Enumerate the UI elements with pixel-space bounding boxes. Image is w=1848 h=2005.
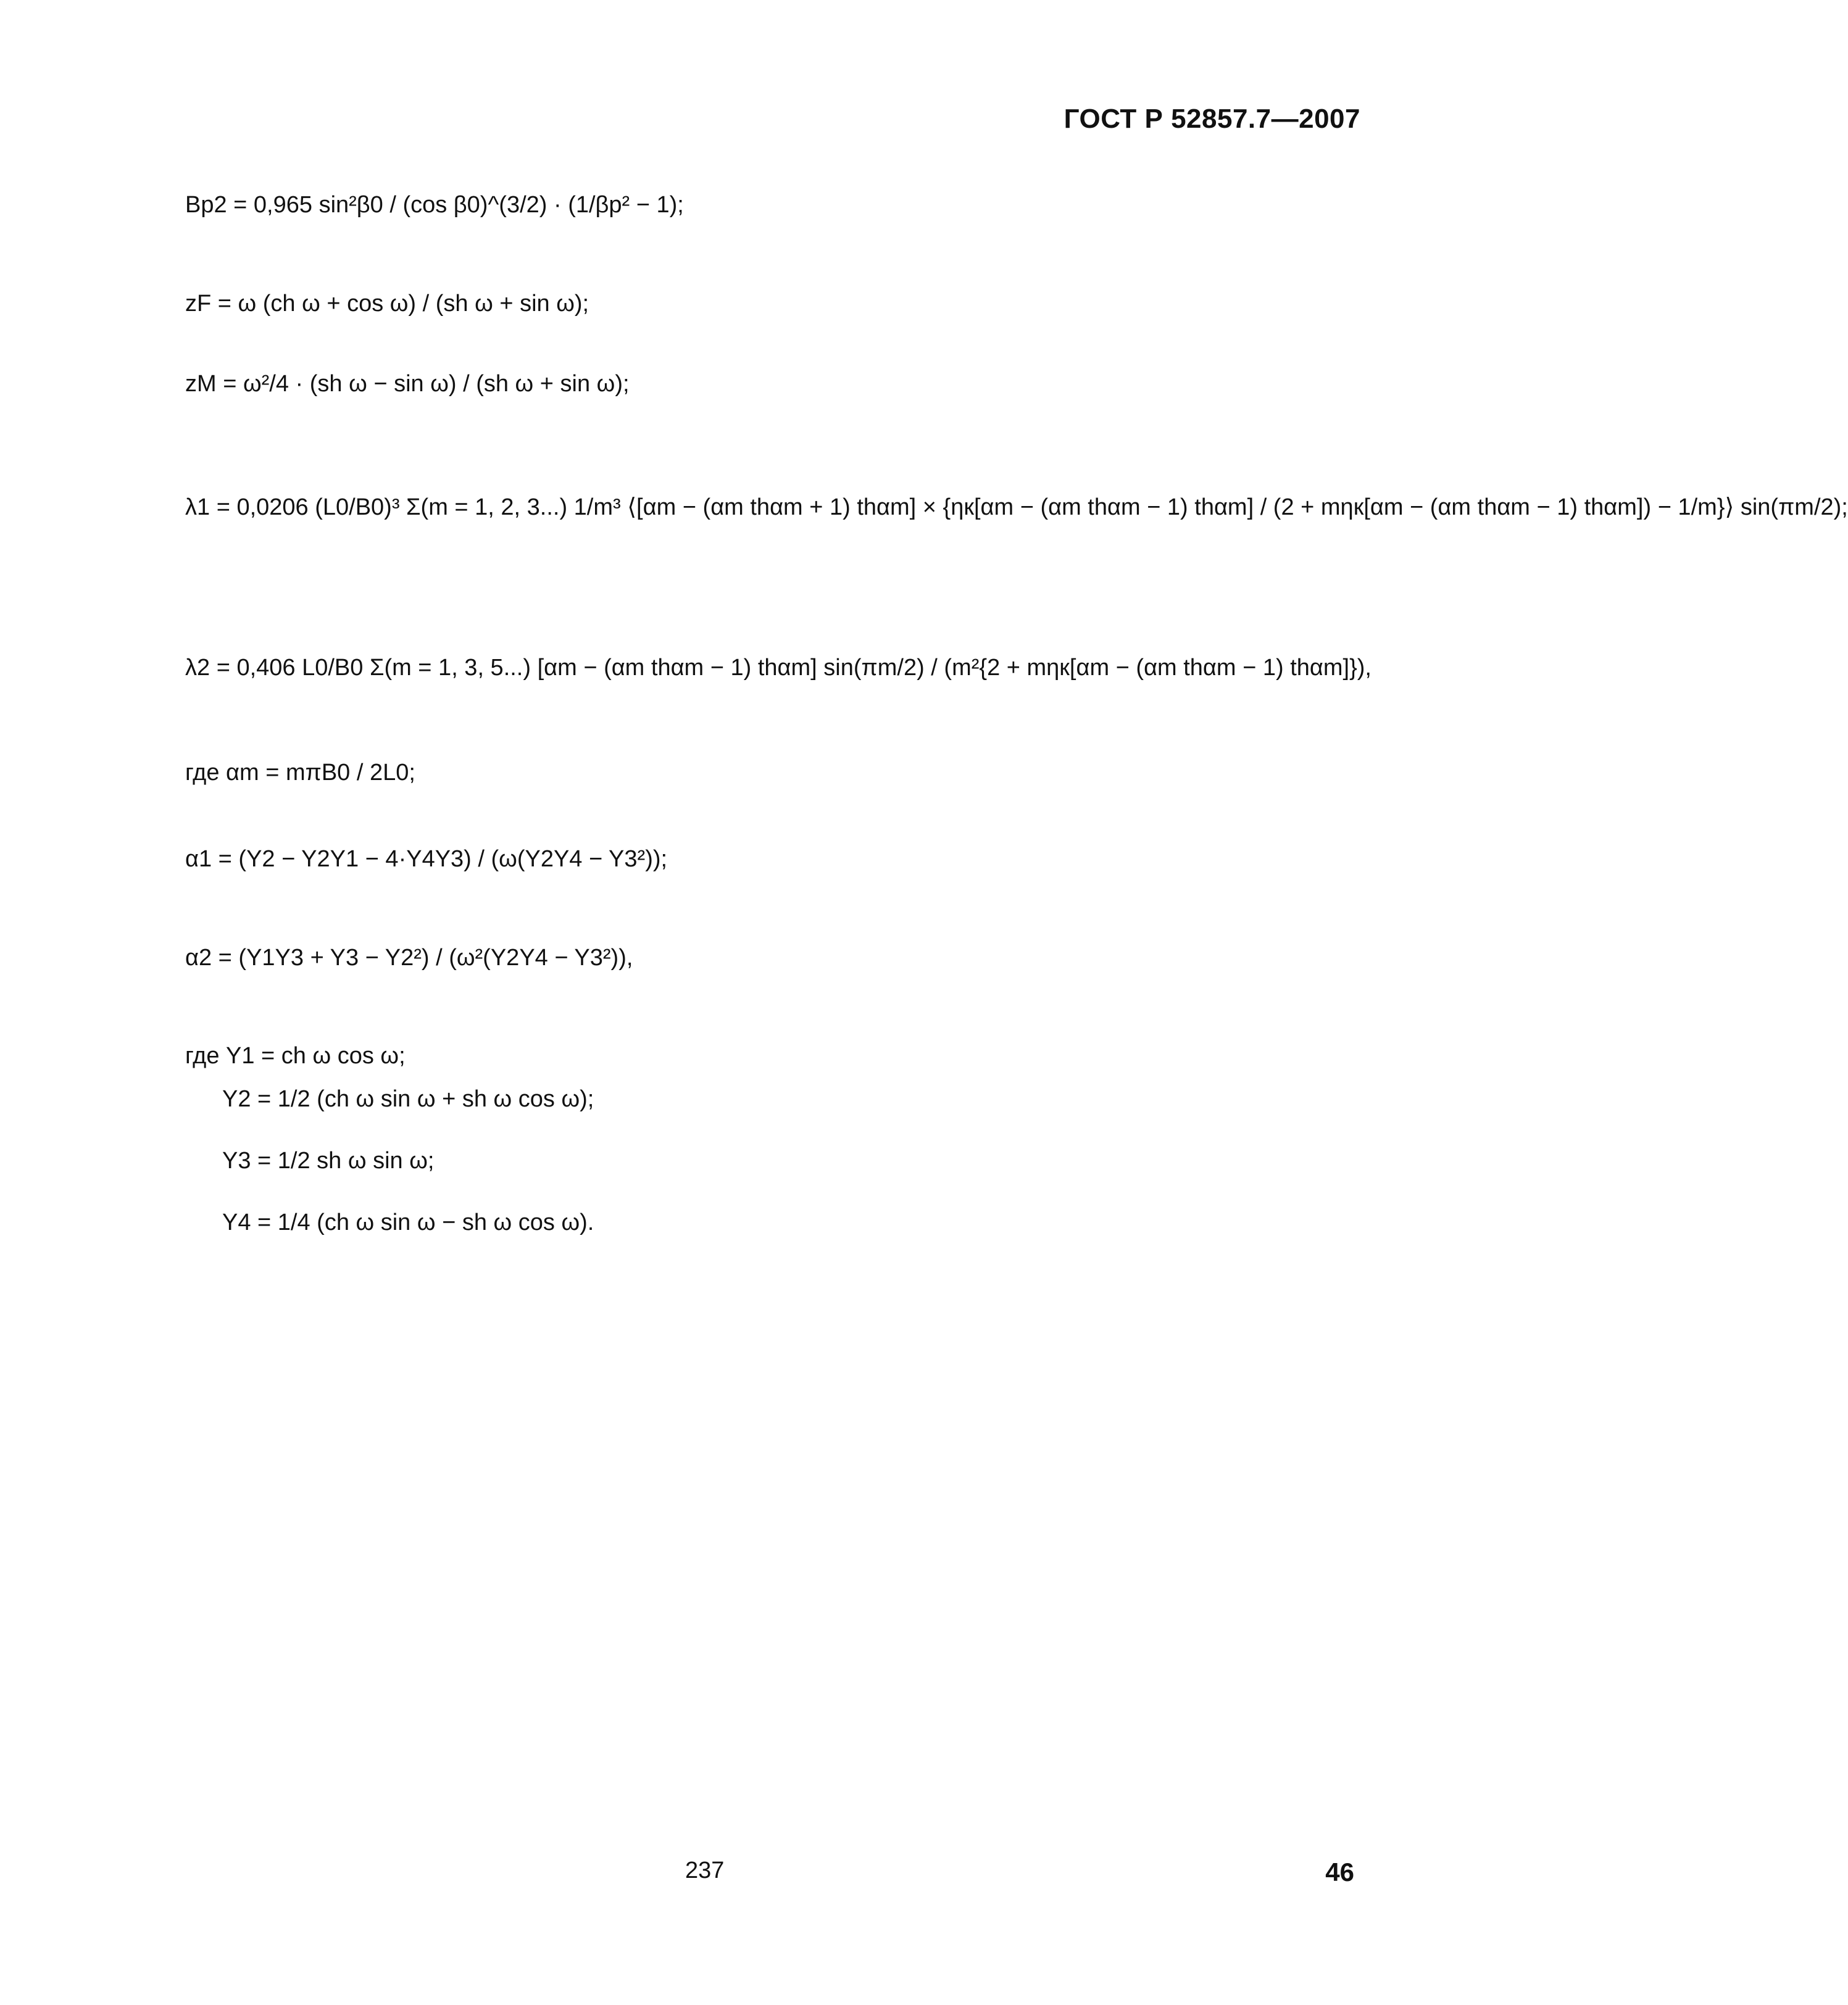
- formula-lambda2: λ2 = 0,406 L0/B0 Σ(m = 1, 3, 5...) [αm − (αm thαm − 1) thαm] sin(πm/2) / (m²{2 + mηк[αm − (αm thαm − 1) thαm]}),: [185, 655, 1371, 681]
- where-y4: Y4 = 1/4 (ch ω sin ω − sh ω cos ω).: [222, 1210, 594, 1235]
- formula-lambda1: λ1 = 0,0206 (L0/B0)³ Σ(m = 1, 2, 3...) 1/m³ ⟨[αm − (αm thαm + 1) thαm] × {ηк[αm − (αm thαm − 1) thαm] / (2 + mηк[αm − (αm thαm − 1) thαm]) − 1/m}⟩ sin(πm/2);: [185, 494, 1848, 520]
- page-number-right: 46: [1325, 1858, 1354, 1887]
- standard-header: ГОСТ Р 52857.7—2007: [1063, 104, 1360, 134]
- page-number-center: 237: [685, 1858, 725, 1883]
- formula-alpha2: α2 = (Y1Y3 + Y3 − Y2²) / (ω²(Y2Y4 − Y3²)),: [185, 945, 633, 971]
- formula-alpha1: α1 = (Y2 − Y2Y1 − 4·Y4Y3) / (ω(Y2Y4 − Y3²));: [185, 846, 668, 872]
- formula-bp2: Bр2 = 0,965 sin²β0 / (cos β0)^(3/2) · (1/βр² − 1);: [185, 192, 684, 218]
- formula-zf: zF = ω (ch ω + cos ω) / (sh ω + sin ω);: [185, 291, 589, 317]
- where-y3: Y3 = 1/2 sh ω sin ω;: [222, 1148, 435, 1174]
- where-y2: Y2 = 1/2 (ch ω sin ω + sh ω cos ω);: [222, 1086, 594, 1112]
- where-y1: где Y1 = ch ω cos ω;: [185, 1043, 406, 1069]
- formula-alpha-m: где αm = mπB0 / 2L0;: [185, 760, 415, 786]
- formula-zm: zM = ω²/4 · (sh ω − sin ω) / (sh ω + sin ω);: [185, 371, 630, 397]
